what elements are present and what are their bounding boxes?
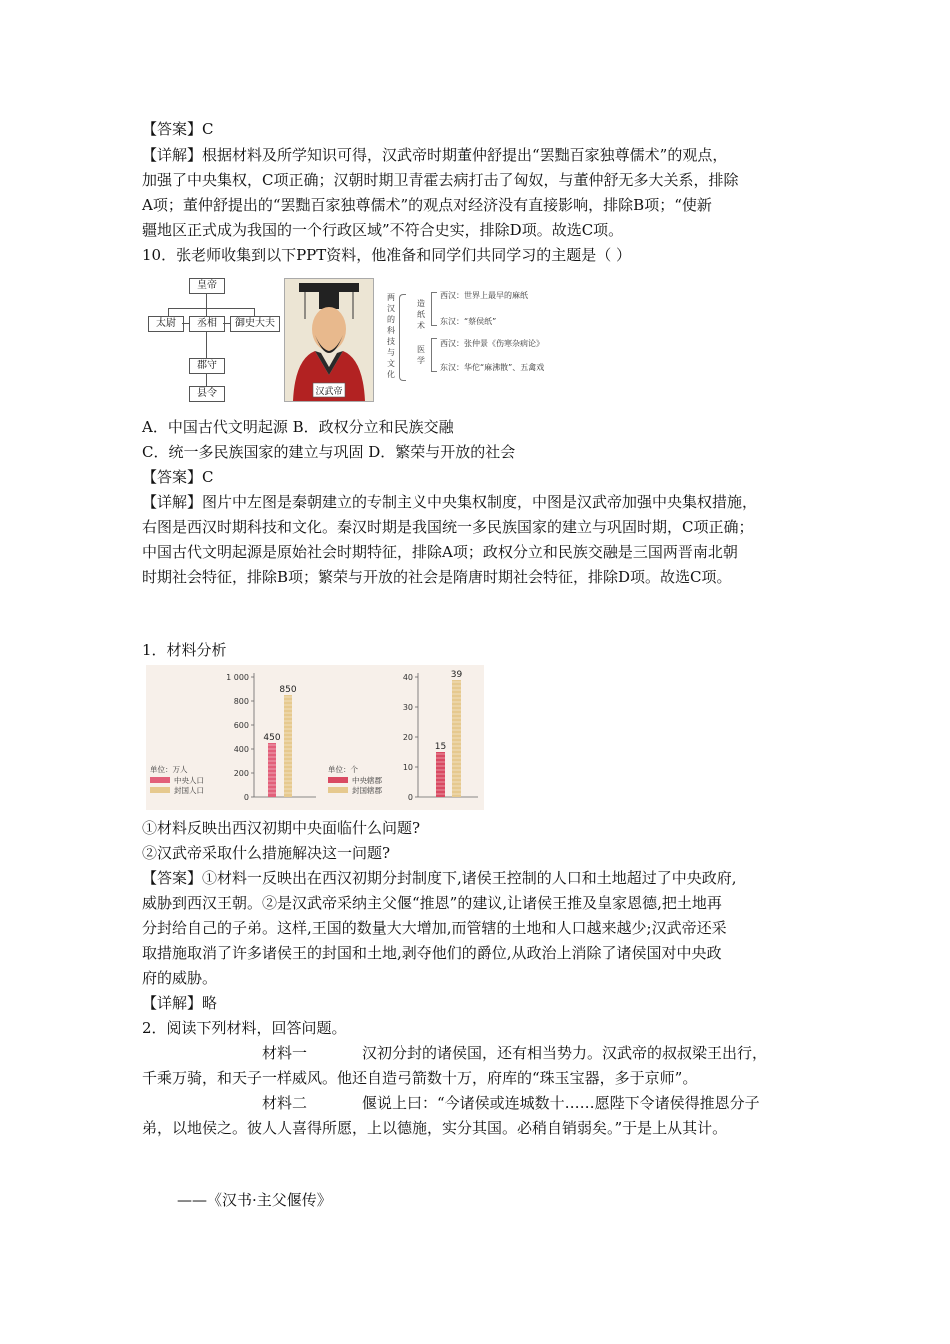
population-chart-svg xyxy=(146,665,322,810)
org-commandery: 郡守 xyxy=(189,358,225,374)
org-emperor: 皇帝 xyxy=(189,278,225,294)
commandery-chart xyxy=(322,665,484,810)
legend-swatch xyxy=(328,777,348,783)
m2-material2-text-b: 弟，以地侯之。彼人人喜得所愿，上以德施，实分其国。必稍自销弱矣。”于是上从其计。 xyxy=(142,1119,728,1137)
legend-label: 封国人口 xyxy=(174,786,204,795)
m2-material1-text-b: 千乘万骑，和天子一样威风。他还自造弓箭数十万，府库的“珠玉宝器，多于京师”。 xyxy=(142,1069,698,1087)
q9-detail-line-1: 【详解】根据材料及所学知识可得，汉武帝时期董仲舒提出“罢黜百家独尊儒术”的观点， xyxy=(142,146,728,164)
org-county: 县令 xyxy=(189,386,225,402)
q9-detail-line-4: 疆地区正式成为我国的一个行政区域”不符合史实，排除D项。故选C项。 xyxy=(142,221,624,239)
y-tick-label: 0 xyxy=(243,793,249,802)
q10-detail-line-3: 中国古代文明起源是原始社会时期特征，排除A项；政权分立和民族交融是三国两晋南北朝 xyxy=(142,543,738,561)
bar-封国辖郡 xyxy=(452,680,461,797)
data-label: 850 xyxy=(279,685,297,695)
legend-label: 中央人口 xyxy=(174,776,204,785)
y-tick-label: 0 xyxy=(407,793,413,802)
y-tick-label: 10 xyxy=(402,763,413,772)
emperor-portrait-image xyxy=(285,279,373,401)
m2-title: 2．阅读下列材料，回答问题。 xyxy=(142,1019,347,1037)
paper-label: 造纸术 xyxy=(417,299,425,330)
y-tick-label: 200 xyxy=(233,769,249,778)
y-tick-label: 800 xyxy=(233,697,249,706)
q10-detail-line-4: 时期社会特征，排除B项；繁荣与开放的社会是隋唐时期社会特征，排除D项。故选C项。 xyxy=(142,568,732,586)
legend-label: 中央辖郡 xyxy=(352,776,382,785)
medicine-label: 医学 xyxy=(417,345,425,365)
q9-detail-line-2: 加强了中央集权，C项正确；汉朝时期卫青霍去病打击了匈奴，与董仲舒无多大关系，排除 xyxy=(142,171,739,189)
m2-material2-label: 材料二 xyxy=(262,1094,308,1112)
y-tick-label: 1 000 xyxy=(226,673,249,682)
m2-material2-text-a: 偃说上曰：“今诸侯或连城数十……愿陛下令诸侯得推恩分子 xyxy=(362,1094,760,1112)
org-taiwei: 太尉 xyxy=(148,316,184,332)
q10-detail-line-1: 【详解】图片中左图是秦朝建立的专制主义中央集权制度，中图是汉武帝加强中央集权措施， xyxy=(142,493,758,511)
unit-label: 单位：个 xyxy=(328,765,358,774)
data-label: 39 xyxy=(450,670,463,680)
culture-item-1: 西汉：世界上最早的麻纸 xyxy=(440,291,528,300)
q9-answer: 【答案】C xyxy=(142,120,214,138)
commandery-chart-svg xyxy=(322,665,484,810)
portrait-caption: 汉武帝 xyxy=(315,387,343,397)
m1-answer-line-3: 分封给自己的子弟。这样,王国的数量大大增加,而管辖的土地和人口越来越少;汉武帝还采 xyxy=(142,919,727,937)
m1-q2: ②汉武帝采取什么措施解决这一问题? xyxy=(142,844,391,862)
culture-item-2: 东汉：“蔡侯纸” xyxy=(440,317,497,326)
m1-answer-line-2: 威胁到西汉王朝。②是汉武帝采纳主父偃“推恩”的建议,让诸侯王推及皇家恩德,把土地再 xyxy=(142,894,722,912)
q10-question: 10．张老师收集到以下PPT资料，他准备和同学们共同学习的主题是（ ） xyxy=(142,246,632,264)
m2-source: ——《汉书·主父偃传》 xyxy=(177,1191,332,1209)
y-tick-label: 40 xyxy=(402,673,413,682)
q10-answer: 【答案】C xyxy=(142,468,214,486)
y-tick-label: 20 xyxy=(402,733,413,742)
org-chart-figure xyxy=(146,278,278,403)
data-label: 450 xyxy=(263,733,281,743)
population-chart xyxy=(146,665,322,810)
y-tick-label: 30 xyxy=(402,703,413,712)
org-censor: 御史大夫 xyxy=(230,316,280,332)
m1-answer-line-4: 取措施取消了许多诸侯王的封国和土地,剥夺他们的爵位,从政治上消除了诸侯国对中央政 xyxy=(142,944,722,962)
q10-options-2: C．统一多民族国家的建立与巩固 D．繁荣与开放的社会 xyxy=(142,443,516,461)
han-culture-figure xyxy=(385,288,565,398)
bar-封国人口 xyxy=(284,695,292,797)
m1-answer-line-1: 【答案】①材料一反映出在西汉初期分封制度下,诸侯王控制的人口和土地超过了中央政府, xyxy=(142,869,737,887)
legend-swatch xyxy=(150,777,170,783)
legend-swatch xyxy=(328,787,348,793)
m1-answer-line-5: 府的威胁。 xyxy=(142,969,218,987)
emperor-wu-portrait xyxy=(284,278,374,402)
m2-material1-label: 材料一 xyxy=(262,1044,308,1062)
m2-material1-text-a: 汉初分封的诸侯国，还有相当势力。汉武帝的叔叔梁王出行， xyxy=(362,1044,768,1062)
legend-label: 封国辖郡 xyxy=(352,786,382,795)
legend-swatch xyxy=(150,787,170,793)
m1-q1: ①材料反映出西汉初期中央面临什么问题? xyxy=(142,819,421,837)
culture-title: 两汉的科技与文化 xyxy=(387,293,395,379)
y-tick-label: 600 xyxy=(233,721,249,730)
org-chancellor: 丞相 xyxy=(189,316,225,332)
q10-detail-line-2: 右图是西汉时期科技和文化。秦汉时期是我国统一多民族国家的建立与巩固时期，C项正确； xyxy=(142,518,754,536)
m1-detail: 【详解】略 xyxy=(142,994,218,1012)
q10-options-1: A．中国古代文明起源 B．政权分立和民族交融 xyxy=(142,418,454,436)
unit-label: 单位：万人 xyxy=(150,765,188,774)
culture-item-4: 东汉：华佗“麻沸散”、五禽戏 xyxy=(440,363,545,372)
culture-item-3: 西汉：张仲景《伤寒杂病论》 xyxy=(440,339,544,348)
data-label: 15 xyxy=(434,742,447,752)
y-tick-label: 400 xyxy=(233,745,249,754)
m1-title: 1．材料分析 xyxy=(142,641,227,659)
q9-detail-line-3: A项；董仲舒提出的“罢黜百家独尊儒术”的观点对经济没有直接影响，排除B项；“使新 xyxy=(142,196,712,214)
